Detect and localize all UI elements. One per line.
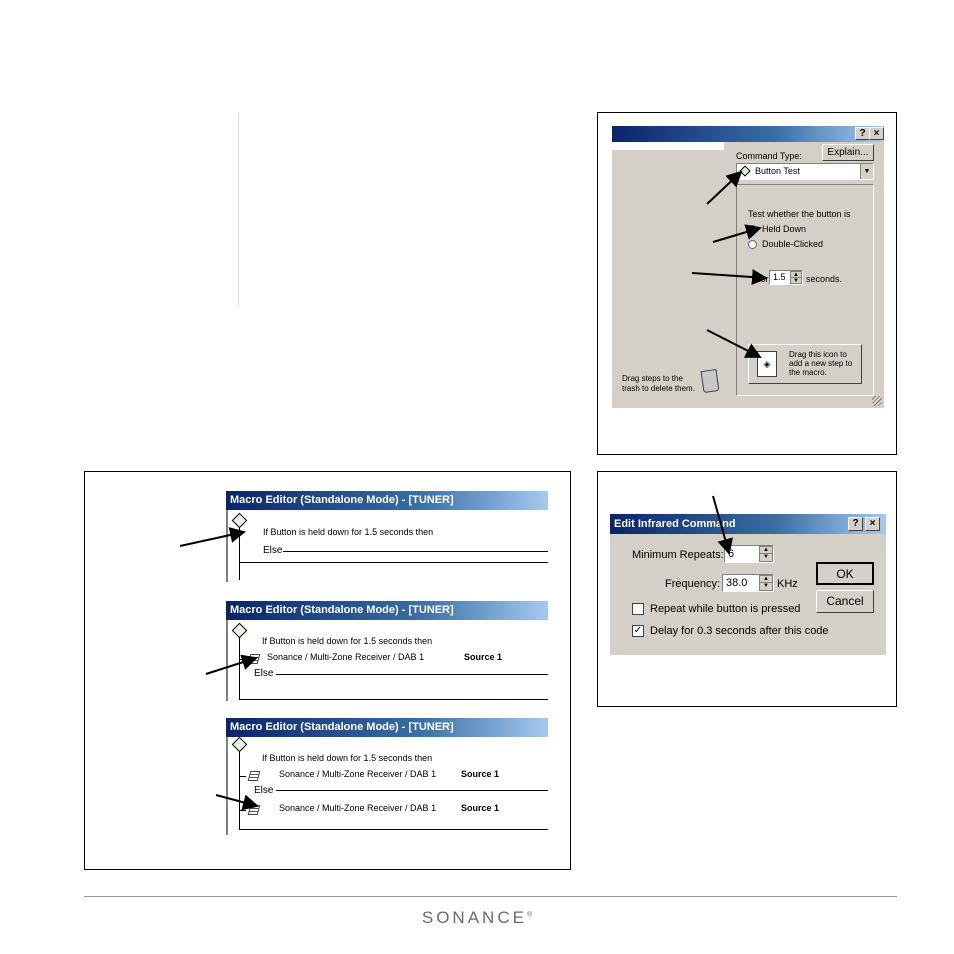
drag-hint: Drag this icon to add a new step to the macro. (789, 350, 853, 377)
command-type-label: Command Type: (736, 151, 802, 161)
frequency-label: Frequency: (665, 578, 721, 590)
repeat-checkbox-label: Repeat while button is pressed (650, 603, 801, 615)
condition-text[interactable]: If Button is held down for 1.5 seconds then (262, 636, 433, 646)
min-repeats-spinner[interactable]: ▲ ▼ (759, 546, 773, 562)
arrow-min-repeats (713, 496, 729, 553)
brand-name: SONANCE (421, 908, 527, 927)
arrow-seconds (692, 273, 766, 278)
frequency-spinner[interactable]: ▲ ▼ (759, 575, 773, 591)
ok-button[interactable]: OK (816, 562, 874, 585)
else-label: Else (263, 545, 283, 556)
condition-text[interactable]: If Button is held down for 1.5 seconds then (263, 527, 434, 537)
seconds-label: seconds. (806, 274, 843, 284)
help-button[interactable]: ? (848, 517, 863, 531)
else-label: Else (254, 785, 274, 796)
arrow-else-step (216, 795, 257, 806)
step-command: Source 1 (464, 652, 503, 662)
min-repeats-label: Minimum Repeats: (632, 549, 724, 561)
registered-mark: ® (526, 911, 533, 919)
delay-checkbox[interactable]: ✓ (633, 625, 643, 636)
frequency-value: 38.0 (726, 577, 748, 589)
dropdown-arrow-icon[interactable]: ▼ (860, 164, 873, 179)
double-clicked-label: Double-Clicked (762, 239, 824, 249)
arrow-condition (180, 532, 244, 546)
for-label: for (758, 274, 769, 284)
arrow-command-type (707, 172, 741, 204)
close-button[interactable]: × (869, 127, 884, 140)
command-type-value: Button Test (755, 166, 800, 176)
trash-hint: Drag steps to the trash to delete them. (622, 374, 695, 393)
step-device[interactable]: Sonance / Multi-Zone Receiver / DAB 1 (279, 769, 437, 779)
footer-rule (84, 896, 897, 897)
else-step-device[interactable]: Sonance / Multi-Zone Receiver / DAB 1 (279, 803, 437, 813)
new-step-icon: ◈ (757, 351, 777, 377)
arrow-step (206, 658, 256, 674)
arrow-held-down (713, 228, 760, 242)
condition-text[interactable]: If Button is held down for 1.5 seconds then (262, 753, 433, 763)
arrow-new-step (707, 330, 760, 357)
close-button[interactable]: × (865, 517, 880, 531)
seconds-value: 1.5 (773, 272, 786, 282)
else-step-command: Source 1 (461, 803, 500, 813)
cancel-button[interactable]: Cancel (816, 590, 874, 613)
help-button[interactable]: ? (855, 127, 870, 140)
test-prompt: Test whether the button is (748, 209, 851, 219)
delay-checkbox-label: Delay for 0.3 seconds after this code (650, 625, 829, 637)
infrared-title: Edit Infrared Command (610, 514, 886, 534)
step-command: Source 1 (461, 769, 500, 779)
else-label: Else (254, 668, 274, 679)
frequency-unit: KHz (777, 578, 798, 590)
min-repeats-value: 6 (728, 548, 735, 560)
macro-editor-1-title: Macro Editor (Standalone Mode) - [TUNER] (226, 491, 548, 510)
macro-editor-3-title: Macro Editor (Standalone Mode) - [TUNER] (226, 718, 548, 737)
explain-button[interactable]: Explain... (822, 144, 874, 161)
step-device[interactable]: Sonance / Multi-Zone Receiver / DAB 1 (267, 652, 425, 662)
macro-editor-2-title: Macro Editor (Standalone Mode) - [TUNER] (226, 601, 548, 620)
held-down-label: Held Down (762, 224, 807, 234)
seconds-spinner[interactable]: ▲ ▼ (790, 271, 802, 284)
brand-logo (0, 908, 954, 928)
